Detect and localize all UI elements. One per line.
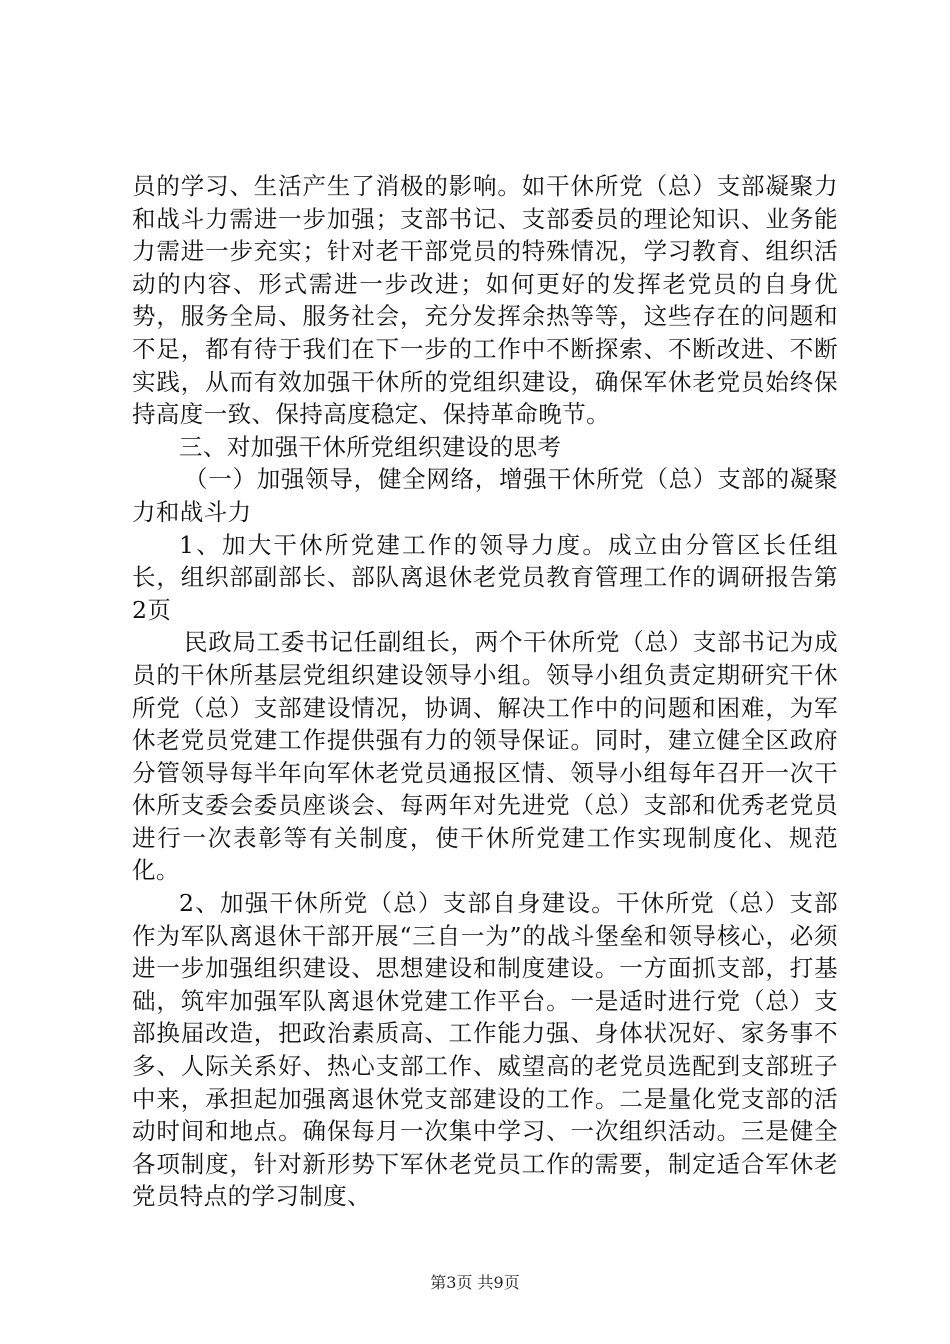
page-number-footer: 第3页 共9页 — [430, 1273, 520, 1292]
paragraph-leadership-group: 民政局工委书记任副组长，两个干休所党（总）支部书记为成员的干休所基层党组织建设领导小组。领导小组负责定期研究干休所党（总）支部建设情况，协调、解决工作中的问题和困难，为军休老党员党建工作提供强有力的领导保证。同时，建立健全区政府分管领导每半年向军休老党员通报区情、领导小组每年召开一次干休所支委会委员座谈会、每两年对先进党（总）支部和优秀老党员进行一次表彰等有关制度，使干休所党建工作实现制度化、规范化。 — [132, 628, 838, 885]
paragraph-item-1: 1、加大干休所党建工作的领导力度。成立由分管区长任组长，组织部副部长、部队离退休老党员教育管理工作的调研报告第2页 — [132, 530, 838, 624]
paragraph-problems: 员的学习、生活产生了消极的影响。如干休所党（总）支部凝聚力和战斗力需进一步加强；支部书记、支部委员的理论知识、业务能力需进一步充实；针对老干部党员的特殊情况，学习教育、组织活动的内容、形式需进一步改进；如何更好的发挥老党员的自身优势，服务全局、服务社会，充分发挥余热等等，这些存在的问题和不足，都有待于我们在下一步的工作中不断探索、不断改进、不断实践，从而有效加强干休所的党组织建设，确保军休老党员始终保持高度一致、保持高度稳定、保持革命晚节。 — [132, 172, 838, 429]
section-heading-three: 三、对加强干休所党组织建设的思考 — [179, 432, 562, 461]
subsection-heading-one: （一）加强领导，健全网络，增强干休所党（总）支部的凝聚力和战斗力 — [132, 465, 838, 526]
document-body — [132, 170, 838, 1213]
paragraph-item-2: 2、加强干休所党（总）支部自身建设。干休所党（总）支部作为军队离退休干部开展“三自一为”的战斗堡垒和领导核心，必须进一步加强组织建设、思想建设和制度建设。一方面抓支部，打基础，筑牢加强军队离退休党建工作平台。一是适时进行党（总）支部换届改造，把政治素质高、工作能力强、身体状况好、家务事不多、人际关系好、热心支部工作、威望高的老党员选配到支部班子中来，承担起加强离退休党支部建设的工作。二是量化党支部的活动时间和地点。确保每月一次集中学习、一次组织活动。三是健全各项制度，针对新形势下军休老党员工作的需要，制定适合军休老党员特点的学习制度、 — [132, 889, 838, 1211]
